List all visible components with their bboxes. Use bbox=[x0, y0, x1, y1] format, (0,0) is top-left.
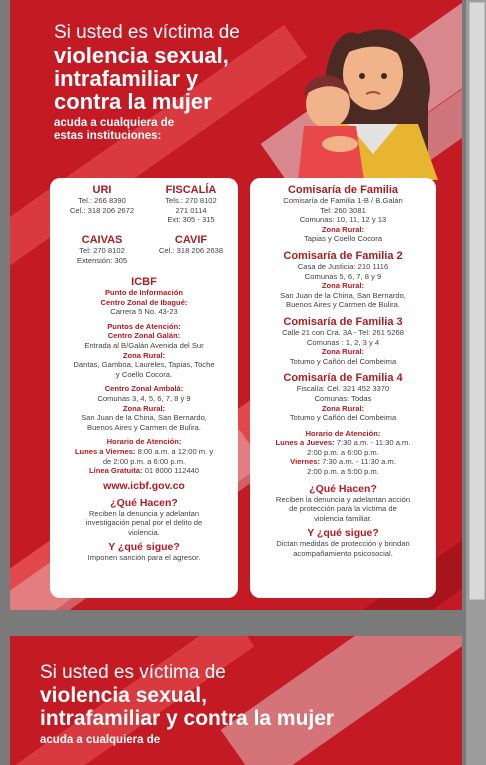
comisaria-lj-label: Lunes a Jueves: bbox=[275, 438, 335, 448]
mother-child-illustration bbox=[278, 4, 462, 180]
que-hacen-left-3: violencia. bbox=[128, 527, 160, 537]
icbf-cz-ibague: Centro Zonal de Ibagué: bbox=[100, 297, 188, 307]
header2-line-1: Si usted es víctima de bbox=[40, 662, 226, 683]
header-line-3: intrafamiliar y bbox=[54, 66, 199, 91]
icbf-zona-rural-2-b: Buenos Aires y Carmen de Bulira. bbox=[87, 422, 201, 432]
comisaria-3-b: Comunas : 1, 2, 3 y 4 bbox=[306, 337, 380, 347]
icbf-zona-rural-1-a: Dantas, Gamboa, Laureles, Tapias, Toche bbox=[73, 360, 215, 370]
icbf-linea-label: Línea Gratuita: bbox=[88, 466, 143, 476]
comisaria-lj-hours-2: 2:00 p.m. a 6:00 p.m. bbox=[307, 447, 379, 457]
header2-line-2: violencia sexual, bbox=[40, 684, 207, 707]
comisaria-1-zr: Zona Rural: bbox=[321, 224, 365, 234]
que-hacen-left-2: investigación penal por el delito de bbox=[85, 518, 203, 528]
icbf-zona-rural-2-a: San Juan de la China, San Bernardo, bbox=[81, 413, 207, 423]
que-sigue-heading-right: Y ¿qué sigue? bbox=[307, 527, 379, 540]
icbf-zona-rural-2: Zona Rural: bbox=[122, 403, 166, 413]
flyer-page-2 bbox=[10, 636, 462, 765]
uri-phone: Tel.: 266 8390 bbox=[78, 196, 126, 205]
icbf-zona-rural-1: Zona Rural: bbox=[122, 350, 166, 360]
flyer-header bbox=[54, 22, 240, 143]
icbf-website-link[interactable]: www.icbf.gov.co bbox=[103, 479, 185, 492]
flyer-header-2 bbox=[40, 662, 334, 747]
header-line-4: contra la mujer bbox=[54, 89, 212, 114]
icbf-zona-rural-1-b: y Coello Cocora. bbox=[115, 369, 173, 379]
comisaria-lj-hours: 7:30 a.m. - 11:30 a.m. bbox=[336, 438, 411, 448]
icbf-lv-hours-2: de 2:00 p.m. a 6:00 p.m. bbox=[102, 456, 186, 466]
header-sub-2: estas instituciones: bbox=[54, 130, 162, 142]
que-sigue-right-2: acompañamiento psicosocial. bbox=[293, 549, 393, 559]
flyer-page-1 bbox=[10, 0, 462, 610]
comisaria-1-zr-a: Tapias y Coello Cocora bbox=[303, 234, 383, 244]
fiscalia-phone-2: 271 0114 bbox=[175, 205, 207, 215]
comisaria-v-label: Viernes: bbox=[290, 457, 320, 467]
cavif-cell: Cel.: 318 206 2638 bbox=[158, 246, 224, 255]
fiscalia-block bbox=[150, 184, 232, 225]
comisaria-v-hours: 7:30 a.m. - 11:30 a.m. bbox=[322, 457, 396, 467]
uri-title: URI bbox=[92, 184, 112, 196]
uri-block bbox=[58, 184, 146, 215]
institutions-card-left bbox=[50, 178, 238, 598]
icbf-cz-galan: Centro Zonal Galán: bbox=[107, 331, 181, 341]
fiscalia-title: FISCALÍA bbox=[165, 184, 217, 196]
cavif-title: CAVIF bbox=[174, 234, 208, 246]
comisaria-3-title: Comisaría de Familia 3 bbox=[283, 315, 403, 328]
uri-cell: Cel.: 318 206 2672 bbox=[69, 205, 135, 215]
fiscalia-ext: Ext: 305 - 315 bbox=[167, 215, 215, 225]
que-hacen-left-1: Reciben la denuncia y adelantan bbox=[88, 508, 200, 518]
que-sigue-heading-left: Y ¿qué sigue? bbox=[108, 541, 180, 554]
comisaria-2-zr-a: San Juan de la China, San Bernardo, bbox=[280, 290, 406, 300]
que-hacen-heading-left: ¿Qué Hacen? bbox=[110, 496, 178, 509]
header-line-2: violencia sexual, bbox=[54, 43, 229, 68]
comisaria-4-b: Comunas: Todas bbox=[314, 393, 372, 403]
caivas-title: CAIVAS bbox=[81, 234, 123, 246]
icbf-cz-ibague-addr: Carrera 5 No. 43-23 bbox=[110, 307, 178, 317]
comisaria-v-hours-2: 2:00 p.m. a 5:00 p.m. bbox=[307, 467, 379, 477]
comisaria-1-c: Comunas: 10, 11, 12 y 13 bbox=[299, 215, 387, 225]
comisaria-horario: Horario de Atención: bbox=[305, 428, 381, 438]
icbf-horario: Horario de Atención: bbox=[106, 437, 182, 447]
vertical-scrollbar[interactable] bbox=[466, 0, 486, 765]
cavif-block bbox=[150, 234, 232, 256]
comisaria-3-zr: Zona Rural: bbox=[321, 347, 365, 357]
caivas-ext: Extensión: 305 bbox=[76, 255, 128, 265]
comisaria-3-zr-a: Totumo y Cañón del Combeima bbox=[289, 356, 397, 366]
header-sub-1: acuda a cualquiera de bbox=[54, 117, 175, 129]
comisaria-3-a: Calle 21 con Cra. 3A - Tel: 261 5268 bbox=[282, 327, 404, 337]
icbf-linea-num: 01 8000 112440 bbox=[144, 466, 200, 476]
icbf-lv-hours: 8:00 a.m. a 12:00 m. y bbox=[137, 446, 214, 456]
que-hacen-right-3: violencia familiar. bbox=[314, 513, 372, 523]
fiscalia-phone-1: Tels.: 270 8102 bbox=[165, 196, 217, 205]
icbf-title: ICBF bbox=[131, 276, 157, 288]
comisaria-2-zr: Zona Rural: bbox=[321, 281, 365, 291]
caivas-block bbox=[58, 234, 146, 265]
icbf-block bbox=[54, 276, 234, 563]
comisaria-4-zr: Zona Rural: bbox=[321, 403, 365, 413]
icbf-lv-label: Lunes a Viernes: bbox=[74, 446, 136, 456]
icbf-puntos-atencion: Puntos de Atención: bbox=[107, 321, 181, 331]
comisaria-2-zr-b: Buenos Aires y Carmen de Bulira. bbox=[286, 300, 400, 310]
comisaria-2-b: Comunas 5, 6, 7, 8 y 9 bbox=[304, 271, 382, 281]
comisaria-1-title: Comisaría de Familia bbox=[287, 184, 399, 196]
institutions-card-right bbox=[250, 178, 436, 598]
comisarias-block bbox=[253, 184, 433, 559]
comisaria-2-a: Casa de Justicia: 210 1116 bbox=[297, 261, 389, 271]
icbf-cz-galan-addr: Entrada al B/Galán Avenida del Sur bbox=[84, 340, 204, 350]
icbf-lv-row bbox=[54, 447, 234, 457]
icbf-punto: Punto de Información bbox=[104, 288, 184, 297]
que-hacen-heading-right: ¿Qué Hacen? bbox=[309, 482, 377, 495]
scrollbar-thumb[interactable] bbox=[469, 2, 485, 600]
comisaria-4-zr-a: Totumo y Cañón del Combeima bbox=[289, 413, 397, 423]
header2-sub-1: acuda a cualquiera de bbox=[40, 734, 161, 746]
icbf-cz-ambala-addr: Comunas 3, 4, 5, 6, 7, 8 y 9 bbox=[97, 393, 191, 403]
comisaria-1-b: Tel: 260 3081 bbox=[320, 205, 366, 215]
comisaria-2-title: Comisaría de Familia 2 bbox=[283, 249, 403, 262]
comisaria-lj-row bbox=[253, 438, 433, 448]
header2-line-3: intrafamiliar y contra la mujer bbox=[40, 707, 335, 730]
comisaria-v-row bbox=[253, 457, 433, 467]
icbf-cz-ambala: Centro Zonal Ambalá: bbox=[104, 384, 184, 394]
icbf-linea-row bbox=[54, 466, 234, 476]
comisaria-4-title: Comisaría de Familia 4 bbox=[283, 372, 403, 385]
header-line-1: Si usted es víctima de bbox=[54, 22, 240, 43]
comisaria-1-a: Comisaría de Familia 1-B / B.Galán bbox=[283, 196, 403, 205]
que-sigue-left-1: Imponen sanción para el agresor. bbox=[87, 553, 201, 563]
que-sigue-right-1: Dictan medidas de protección y brindan bbox=[276, 539, 410, 549]
que-hacen-right-2: de protección para la víctima de bbox=[289, 504, 397, 514]
que-hacen-right-1: Reciben la denuncia y adelantan acción bbox=[275, 494, 411, 504]
comisaria-4-a: Fiscalía: Cel. 321 452 3370 bbox=[296, 384, 390, 394]
caivas-phone: Tel: 270 8102 bbox=[79, 246, 125, 255]
